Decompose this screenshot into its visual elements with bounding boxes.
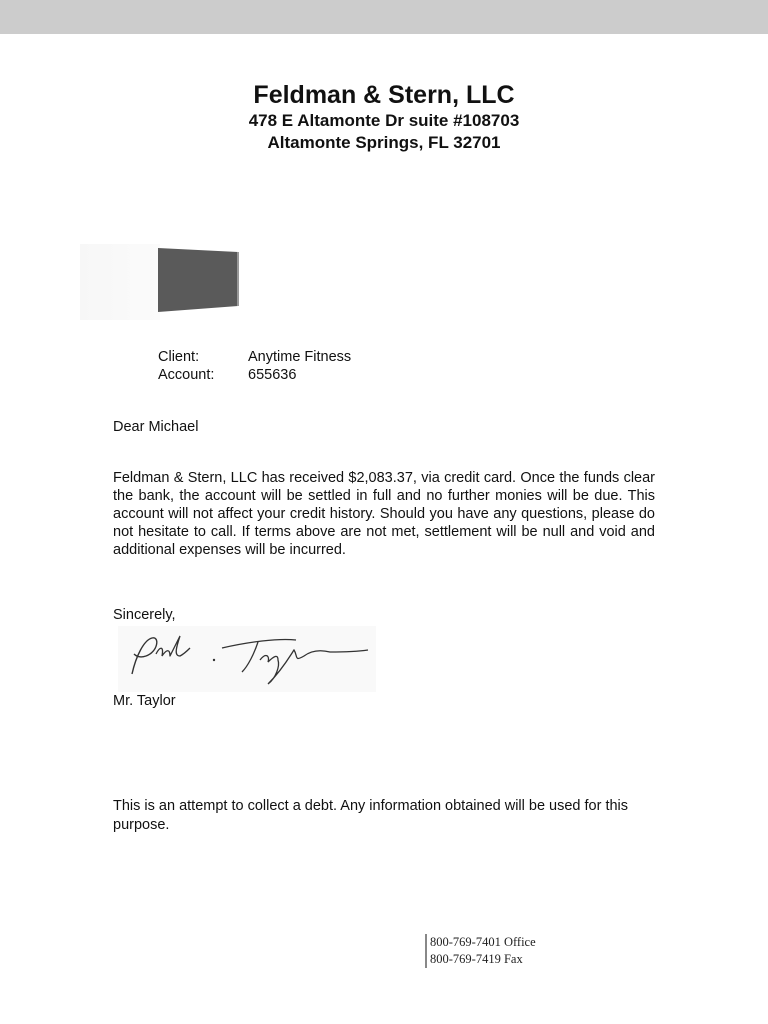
address-line-2: Altamonte Springs, FL 32701: [267, 133, 501, 152]
letter-body: Feldman & Stern, LLC has received $2,083.37, via credit card. Once the funds clear the bank, the account will be settled in full and no further monies will be due. This account will not affect your credit history. Should you have any questions, please do not hesitate to call. If terms above are not met, settlement will be null and void and additional expenses will be incurred.: [113, 470, 655, 558]
viewer-toolbar: [0, 0, 768, 34]
letterhead: [0, 80, 768, 154]
office-phone: 800-769-7401 Office: [430, 935, 536, 949]
logo-background: [80, 244, 160, 320]
contact-info: [425, 934, 536, 968]
redacted-logo: [156, 244, 240, 314]
signer-name: Mr. Taylor: [113, 693, 176, 709]
closing: Sincerely,: [113, 607, 176, 623]
fax-number: 800-769-7419 Fax: [430, 952, 523, 966]
letter-page: [0, 34, 768, 1024]
client-value: Anytime Fitness: [248, 349, 352, 365]
client-info: [158, 348, 351, 384]
account-value: 655636: [248, 367, 297, 383]
greeting: Dear Michael: [113, 419, 199, 435]
client-row: [158, 348, 351, 366]
address-line-1: 478 E Altamonte Dr suite #108703: [248, 111, 520, 130]
signature-image: [118, 626, 376, 692]
client-label: Client:: [158, 349, 200, 365]
account-label: Account:: [158, 367, 215, 383]
firm-name: Feldman & Stern, LLC: [253, 81, 515, 109]
account-row: [158, 366, 351, 384]
debt-disclaimer: This is an attempt to collect a debt. Any information obtained will be used for this purpose.: [113, 798, 629, 833]
